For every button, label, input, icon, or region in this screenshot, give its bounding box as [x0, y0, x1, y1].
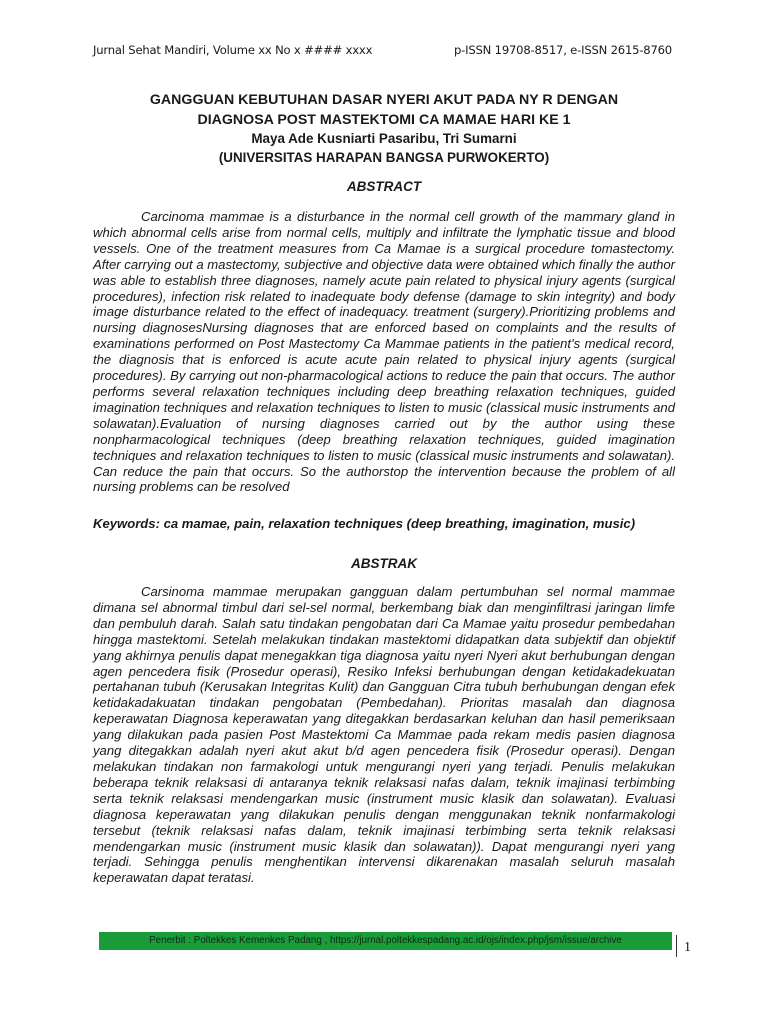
running-header [93, 43, 672, 57]
keywords: Keywords: ca mamae, pain, relaxation techniques (deep breathing, imagination, music) [93, 516, 636, 531]
footer-divider [676, 935, 677, 957]
authors: Maya Ade Kusniarti Pasaribu, Tri Sumarni [251, 131, 517, 146]
abstract-heading: ABSTRACT [346, 179, 422, 194]
page-number: 1 [684, 940, 691, 955]
affiliation: (UNIVERSITAS HARAPAN BANGSA PURWOKERTO) [218, 150, 550, 165]
article-title-line-1: GANGGUAN KEBUTUHAN DASAR NYERI AKUT PADA NY R DENGAN [149, 92, 619, 108]
abstrak-indonesian-body: Carsinoma mammae merupakan gangguan dalam pertumbuhan sel normal mammae dimana sel abnormal timbul dari sel-sel normal, berkembang biak dan menginfiltrasi jaringan limfe dan pembuluh darah. Salah satu tindakan pengobatan dari Ca Mamae yaitu prosedur pembedahan hingga mastektomi. Setelah melakukan tindakan mastektomi didapatkan data subjektif dan objektif yang akhirnya penulis dapat menegakkan tiga diagnosa yaitu nyeri Nyeri akut berhubungan dengan agen pencedera fisik (Prosedur operasi), Resiko Infeksi berhubungan dengan ketidakadekuatan pertahanan tubuh (Kerusakan Integritas Kulit) dan Gangguan Citra tubuh berhubungan dengan efek ketidakadakuatan tindakan pengobatan (Pembedahan). Prioritas masalah dan diagnosa keperawatan Diagnosa keperawatan yang ditegakkan berdasarkan keluhan dan hasil pemeriksaan yang dilakukan pada pasien Post Mastektomi Ca Mammae pada rekam medis pasien diagnosa yang ditegakkan adalah nyeri akut akut b/d agen pencedera fisik (Prosedur operasi). Dengan melakukan tindakan non farmakologi untuk mengurangi nyeri yang terjadi. Penulis melakukan beberapa teknik relaksasi di antaranya teknik relaksasi nafas dalam, teknik imajinasi terbimbing serta teknik relaksasi mendengarkan music (instrument music klasik dan solawatan). Evaluasi diagnosa keperawatan yang dilakukan penulis dengan menggunakan teknik nonfarmakologi tersebut (teknik relaksasi nafas dalam, teknik imajinasi terbimbing serta teknik relaksasi mendengarkan music (instrument music klasik dan solawatan)). Dapat mengurangi nyeri yang terjadi. Sehingga penulis menghentikan intervensi dikarenakan masalah seluruh masalah keperawatan dapat teratasi. [93, 584, 675, 886]
publisher-link[interactable]: Penerbit : Poltekkes Kemenkes Padang , https://jurnal.poltekkespadang.ac.id/ojs/index.php/jsm/issue/archive [149, 935, 622, 946]
article-title-line-2: DIAGNOSA POST MASTEKTOMI CA MAMAE HARI KE 1 [197, 112, 571, 128]
title-block [90, 90, 678, 168]
issn: p-ISSN 19708-8517, e-ISSN 2615-8760 [454, 43, 672, 57]
abstrak-heading: ABSTRAK [351, 556, 417, 571]
abstract-english-body: Carcinoma mammae is a disturbance in the normal cell growth of the mammary gland in which abnormal cells arise from normal cells, multiply and infiltrate the lymphatic tissue and blood vessels. One of the treatment measures from Ca Mamae is a surgical procedure tomastectomy. After carrying out a mastectomy, subjective and objective data were obtained which finally the author was able to establish three diagnoses, namely acute pain related to physical injury agents (surgical procedures), infection risk related to inadequate body defense (damage to skin integrity) and body image disturbance related to the effect of inadequacy. treatment (surgery).Prioritizing problems and nursing diagnosesNursing diagnoses that are enforced based on complaints and the results of examinations performed on Post Mastectomy Ca Mammae patients in the patient's medical record, the diagnosis that is enforced is acute acute pain related to physical injury agents (surgical procedures). By carrying out non-pharmacological actions to reduce the pain that occurs. The author performs several relaxation techniques including deep breathing relaxation techniques, guided imagination techniques and relaxation techniques to listen to music (classical music instruments and solawatan).Evaluation of nursing diagnoses carried out by the author using these nonpharmacological techniques (deep breathing relaxation techniques, guided imagination techniques and relaxation techniques to listen to music (classical music instruments and solawatan). Can reduce the pain that occurs. So the authorstop the intervention because the problem of all nursing problems can be resolved [93, 209, 676, 495]
publisher-footer [99, 932, 672, 950]
journal-citation: Jurnal Sehat Mandiri, Volume xx No x #### xxxx [93, 43, 373, 57]
